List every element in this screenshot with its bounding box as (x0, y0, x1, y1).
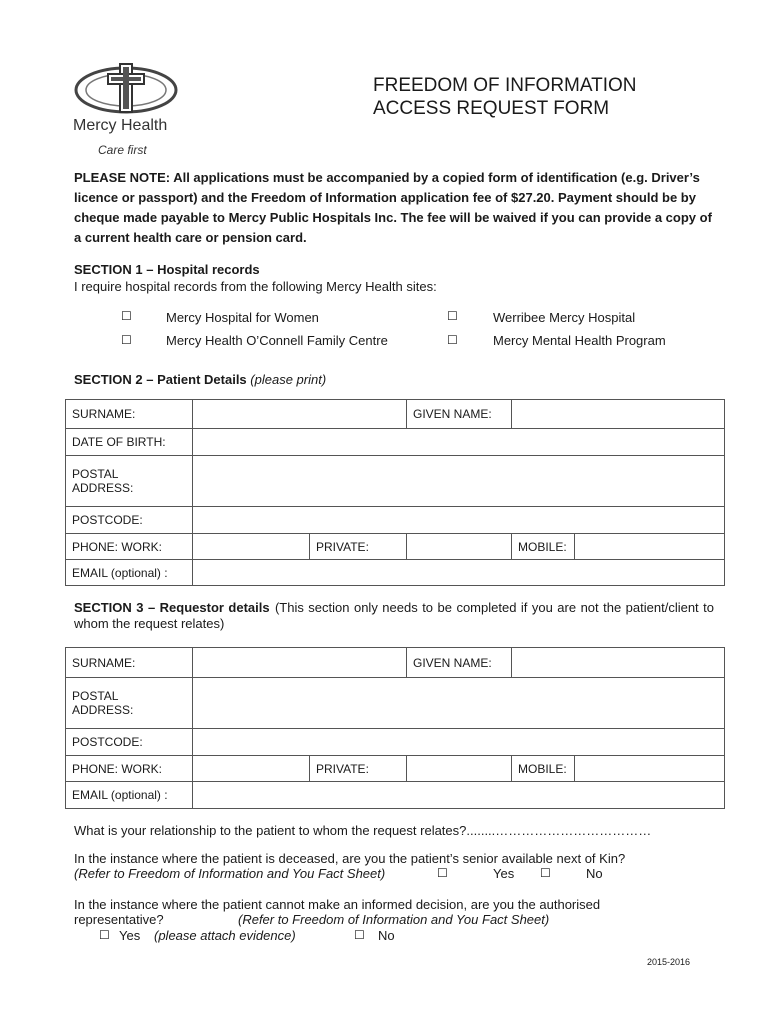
requestor-phone-work-field[interactable] (193, 756, 310, 782)
title-line-1: FREEDOM OF INFORMATION (373, 75, 637, 96)
section1-heading: SECTION 1 – Hospital records (74, 262, 260, 277)
requestor-email-field[interactable] (193, 782, 725, 809)
patient-postcode-field[interactable] (193, 507, 725, 534)
site-label-hospital-for-women: Mercy Hospital for Women (166, 310, 319, 325)
authorised-rep-no-checkbox[interactable]: ☐ (354, 928, 365, 942)
section3-heading (74, 600, 714, 632)
patient-private-label: PRIVATE: (310, 534, 407, 560)
section3-title: SECTION 3 – Requestor details (74, 600, 270, 615)
postal-label-line1: POSTAL (72, 467, 119, 481)
patient-given-name-field[interactable] (512, 400, 725, 429)
patient-details-table (65, 399, 725, 586)
requestor-postcode-field[interactable] (193, 729, 725, 756)
requestor-details-table (65, 647, 725, 809)
authorised-rep-reference: (Refer to Freedom of Information and You Fact Sheet) (238, 912, 550, 927)
org-name: Mercy Health (73, 117, 168, 134)
org-tagline: Care first (98, 143, 147, 157)
form-version: 2015-2016 (647, 957, 691, 967)
requestor-postcode-label: POSTCODE: (66, 729, 193, 756)
next-of-kin-no-checkbox[interactable]: ☐ (540, 866, 551, 880)
checkbox-site-werribee[interactable]: ☐ (447, 309, 458, 323)
patient-surname-label: SURNAME: (66, 400, 193, 429)
authorised-rep-yes-label: Yes (119, 928, 141, 943)
checkbox-site-hospital-for-women[interactable]: ☐ (121, 309, 132, 323)
fee-note: PLEASE NOTE: All applications must be accompanied by a copied form of identification (e.g. Driver’s licence or passport) and the Freedom of Information application fee of $27.20. Payment should be by cheque made payable to Mercy Public Hospitals Inc. The fee will be waived if you can provide a copy of a current health care or pension card. (74, 170, 712, 245)
patient-postal-address-field[interactable] (193, 456, 725, 507)
relationship-question: What is your relationship to the patient to whom the request relates?........……………………………… (74, 823, 652, 838)
form-title (373, 74, 637, 120)
patient-dob-field[interactable] (193, 429, 725, 456)
requestor-phone-work-label: PHONE: WORK: (66, 756, 193, 782)
patient-mobile-label: MOBILE: (512, 534, 575, 560)
requestor-private-field[interactable] (407, 756, 512, 782)
requestor-postal-address-field[interactable] (193, 678, 725, 729)
authorised-rep-yes-checkbox[interactable]: ☐ (99, 928, 110, 942)
title-line-2: ACCESS REQUEST FORM (373, 98, 610, 119)
patient-phone-work-field[interactable] (193, 534, 310, 560)
site-label-werribee: Werribee Mercy Hospital (493, 310, 636, 325)
section2-heading (74, 372, 326, 387)
next-of-kin-yes-label: Yes (493, 866, 515, 881)
patient-postcode-label: POSTCODE: (66, 507, 193, 534)
patient-postal-address-label (66, 456, 193, 507)
requestor-surname-label: SURNAME: (66, 648, 193, 678)
patient-given-name-label: GIVEN NAME: (407, 400, 512, 429)
authorised-rep-evidence-note: (please attach evidence) (154, 928, 296, 943)
requestor-mobile-label: MOBILE: (512, 756, 575, 782)
patient-email-field[interactable] (193, 560, 725, 586)
site-label-mental-health: Mercy Mental Health Program (493, 333, 666, 348)
patient-phone-work-label: PHONE: WORK: (66, 534, 193, 560)
section1-intro: I require hospital records from the following Mercy Health sites: (74, 279, 437, 294)
requestor-given-name-field[interactable] (512, 648, 725, 678)
next-of-kin-yes-checkbox[interactable]: ☐ (437, 866, 448, 880)
requestor-postal-line1: POSTAL (72, 689, 119, 703)
authorised-rep-question: In the instance where the patient cannot make an informed decision, are you the authorised representative? (74, 897, 601, 927)
postal-label-line2: ADDRESS: (72, 481, 134, 495)
section3-description: (This section only needs to be completed if you are not the patient/client to whom the request relates) (74, 600, 714, 631)
next-of-kin-no-label: No (586, 866, 603, 881)
next-of-kin-question: In the instance where the patient is deceased, are you the patient’s senior available next of Kin? (74, 851, 626, 866)
checkbox-site-mental-health[interactable]: ☐ (447, 333, 458, 347)
requestor-postal-line2: ADDRESS: (72, 703, 134, 717)
checkbox-site-oconnell[interactable]: ☐ (121, 333, 132, 347)
patient-private-field[interactable] (407, 534, 512, 560)
next-of-kin-reference: (Refer to Freedom of Information and You Fact Sheet) (74, 866, 386, 881)
section2-title: SECTION 2 – Patient Details (74, 372, 247, 387)
patient-email-label: EMAIL (optional) : (66, 560, 193, 586)
section2-subtitle: (please print) (250, 372, 327, 387)
authorised-rep-no-label: No (378, 928, 395, 943)
requestor-email-label: EMAIL (optional) : (66, 782, 193, 809)
requestor-private-label: PRIVATE: (310, 756, 407, 782)
patient-dob-label: DATE OF BIRTH: (66, 429, 193, 456)
requestor-postal-address-label (66, 678, 193, 729)
requestor-given-name-label: GIVEN NAME: (407, 648, 512, 678)
patient-mobile-field[interactable] (575, 534, 725, 560)
site-label-oconnell: Mercy Health O’Connell Family Centre (166, 333, 388, 348)
patient-surname-field[interactable] (193, 400, 407, 429)
requestor-mobile-field[interactable] (575, 756, 725, 782)
requestor-surname-field[interactable] (193, 648, 407, 678)
